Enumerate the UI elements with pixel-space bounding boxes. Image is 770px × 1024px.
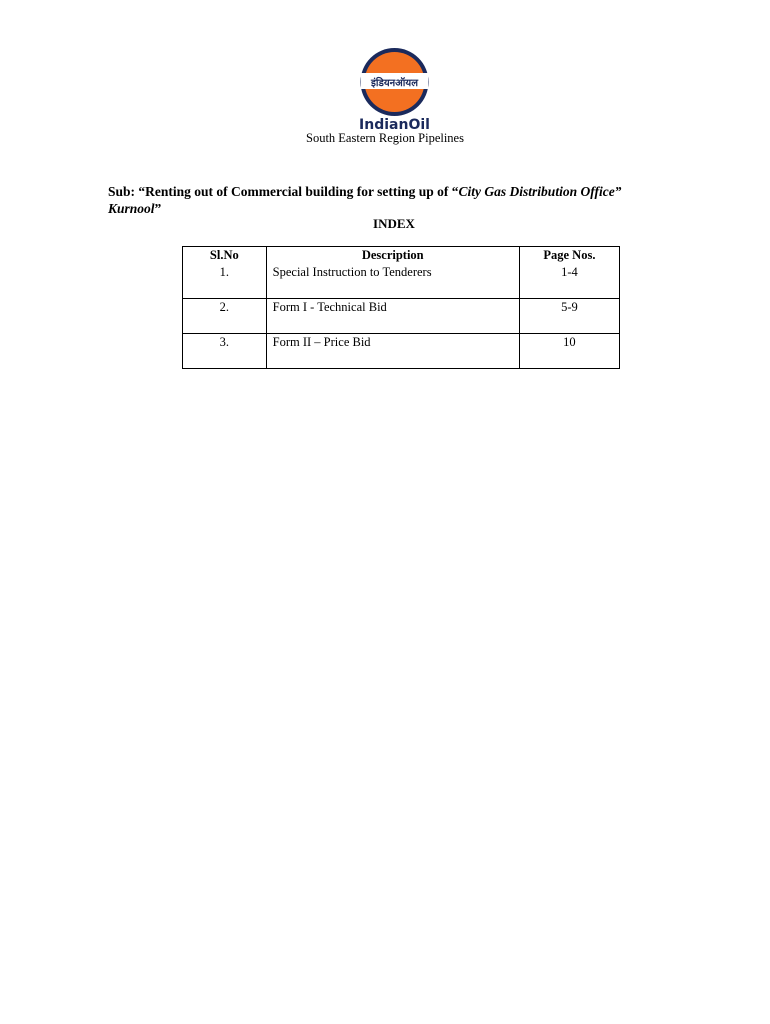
row-slno: 1.: [183, 264, 267, 299]
column-header-description: Description: [266, 247, 519, 265]
row-description: Special Instruction to Tenderers: [266, 264, 519, 299]
column-header-slno: Sl.No: [183, 247, 267, 265]
subject-prefix: Sub: “Renting out of Commercial building for setting up of “: [108, 184, 459, 199]
index-title: INDEX: [373, 216, 415, 231]
region-name: South Eastern Region Pipelines: [306, 131, 464, 145]
row-slno: 3.: [183, 334, 267, 369]
subject-line: [108, 183, 668, 217]
table-row: [183, 299, 620, 334]
logo-brand-text: IndianOil: [359, 117, 430, 132]
row-slno: 2.: [183, 299, 267, 334]
index-table: [182, 246, 620, 369]
row-pages: 1-4: [519, 264, 619, 299]
subject-italic: City Gas Distribution Office” Kurnool: [108, 184, 622, 216]
table-row: [183, 334, 620, 369]
logo-hindi-text: इंडियनऑयल: [370, 78, 419, 89]
row-pages: 5-9: [519, 299, 619, 334]
row-pages: 10: [519, 334, 619, 369]
column-header-pages: Page Nos.: [519, 247, 619, 265]
subject-suffix: ”: [154, 201, 162, 216]
row-description: Form I - Technical Bid: [266, 299, 519, 334]
table-row: [183, 264, 620, 299]
indianoil-logo: [357, 46, 432, 132]
table-header-row: [183, 247, 620, 265]
row-description: Form II – Price Bid: [266, 334, 519, 369]
